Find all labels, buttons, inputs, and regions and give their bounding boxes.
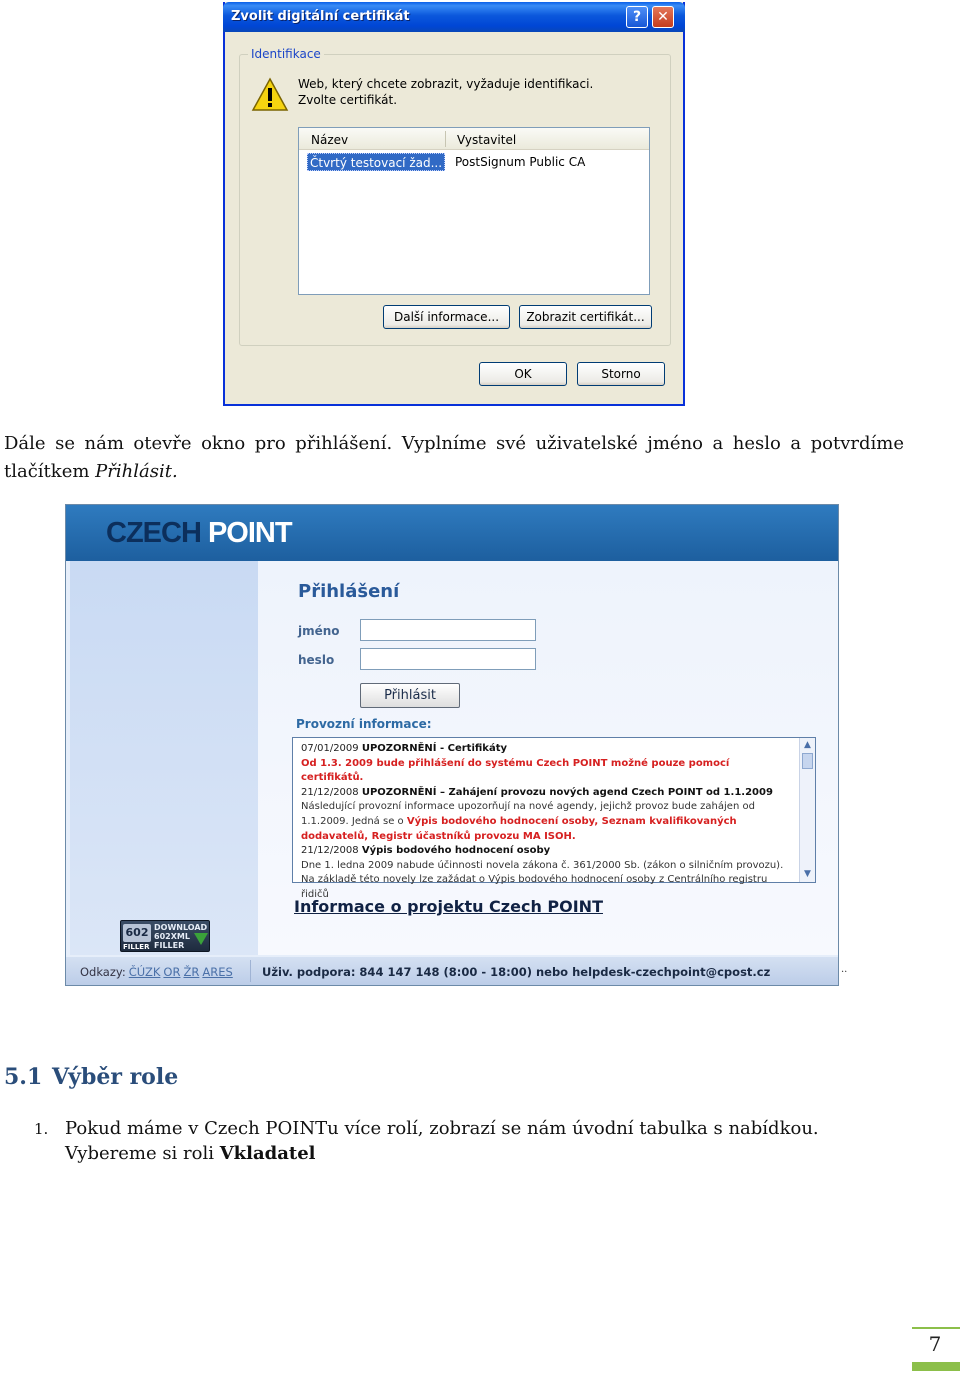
list-item-bold: Vkladatel [219, 1143, 316, 1164]
list-item-body: Pokud máme v Czech POINTu více rolí, zobrazí se nám úvodní tabulka s nabídkou. Vybereme si roli [65, 1118, 819, 1164]
warning-icon [252, 77, 288, 113]
column-issuer[interactable]: Vystavitel [457, 133, 517, 147]
news-item [301, 844, 793, 859]
username-input[interactable] [360, 619, 536, 641]
news-item [301, 786, 793, 801]
close-button[interactable]: ✕ [652, 6, 674, 28]
ok-button[interactable]: OK [479, 362, 567, 386]
section-number: 5.1 [4, 1064, 43, 1090]
news-headline: UPOZORNĚNÍ – Zahájení provozu nových agend Czech POINT od 1.1.2009 [361, 786, 773, 798]
logo-dark-text: CZECH [106, 517, 201, 549]
link-or[interactable]: OR [163, 965, 181, 979]
column-divider [445, 131, 446, 147]
news-date: 21/12/2008 [301, 786, 359, 798]
dialog-message-line2: Zvolte certifikát. [298, 93, 398, 107]
news-headline: UPOZORNĚNÍ - Certifikáty [361, 743, 508, 754]
password-label: heslo [298, 653, 335, 667]
news-scrollbar[interactable] [799, 738, 815, 882]
certificate-list[interactable] [298, 127, 650, 295]
page-number-bar [912, 1362, 960, 1371]
scroll-up-icon[interactable]: ▲ [804, 740, 811, 750]
list-item-number: 1. [34, 1120, 49, 1138]
filler-download-badge[interactable] [120, 920, 210, 952]
link-ares[interactable]: ARES [202, 965, 233, 979]
czechpoint-logo [106, 517, 292, 550]
news-date: 07/01/2009 [301, 743, 359, 754]
group-label: Identifikace [248, 47, 324, 61]
news-content [301, 742, 793, 903]
support-info: Uživ. podpora: 844 147 148 (8:00 - 18:00) nebo helpdesk-czechpoint@cpost.cz [262, 965, 771, 979]
show-certificate-button[interactable]: Zobrazit certifikát... [519, 305, 652, 329]
news-item [301, 742, 793, 757]
project-info-link[interactable]: Informace o projektu Czech POINT [294, 897, 603, 916]
scroll-down-icon[interactable]: ▼ [804, 869, 811, 879]
news-text: Dne 1. ledna 2009 nabude účinnosti novela zákona č. 361/2000 Sb. (zákon o silničním provozu). Na základě této novely lze zažádat o Výpis bodového hodnocení osoby z Centrálního registru řidičů [301, 859, 784, 900]
column-name[interactable]: Název [311, 133, 349, 147]
link-cuzk[interactable]: ČÚZK [128, 965, 161, 979]
footer-links [80, 965, 233, 979]
czechpoint-header [66, 505, 838, 561]
section-title: Výběr role [52, 1064, 179, 1090]
list-item-text [65, 1116, 913, 1166]
czechpoint-sidebar [70, 561, 258, 955]
intro-text: Dále se nám otevře okno pro přihlášení. Vyplníme své uživatelské jméno a heslo a potvrdíme tlačítkem [4, 433, 904, 482]
page-number: 7 [928, 1332, 942, 1356]
filler-logo-label: FILLER [123, 943, 150, 951]
cancel-button[interactable]: Storno [577, 362, 665, 386]
filler-line2: 602XML [154, 932, 190, 941]
page-number-rule [912, 1327, 960, 1329]
news-box[interactable] [292, 737, 816, 900]
news-date: 21/12/2008 [301, 845, 359, 857]
news-highlight: Výpis bodového hodnocení osoby, Seznam kvalifikovaných dodavatelů, Registr účastníků provozu MA ISOH. [301, 815, 737, 842]
download-arrow-icon [194, 933, 208, 945]
dialog-title: Zvolit digitální certifikát [231, 9, 410, 24]
logo-light-text: POINT [200, 517, 292, 549]
intro-emphasis: Přihlásit. [95, 461, 178, 482]
czechpoint-main [258, 561, 838, 955]
news-headline: Výpis bodového hodnocení osoby [361, 845, 551, 857]
dialog-message-line1: Web, který chcete zobrazit, vyžaduje identifikaci. [298, 77, 594, 91]
dialog-titlebar [223, 2, 685, 32]
filler-logo-number: 602 [123, 924, 151, 942]
info-heading: Provozní informace: [296, 717, 432, 731]
czechpoint-footer [66, 957, 838, 985]
filler-line3: FILLER [154, 941, 185, 950]
news-text: Následující provozní informace upozorňují na nové agendy, jejichž provoz bude zahájen od 1.1.2009. Jedná se o [301, 801, 755, 827]
list-header [299, 128, 649, 150]
identification-group [239, 47, 671, 346]
news-body [301, 800, 793, 844]
selected-certificate-issuer[interactable]: PostSignum Public CA [455, 155, 586, 169]
help-button[interactable]: ? [626, 6, 648, 28]
login-title: Přihlášení [298, 581, 400, 602]
footer-divider [250, 960, 251, 982]
password-input[interactable] [360, 648, 536, 670]
selected-certificate-name[interactable]: Čtvrtý testovací žad... [307, 153, 445, 171]
czechpoint-login-screen [65, 504, 839, 986]
links-label: Odkazy: [80, 965, 126, 979]
filler-line1: DOWNLOAD [154, 923, 208, 932]
login-button[interactable]: Přihlásit [360, 683, 460, 708]
news-highlight: Od 1.3. 2009 bude přihlášení do systému Czech POINT možné pouze pomocí certifikátů. [301, 757, 730, 784]
link-zr[interactable]: ŽR [183, 965, 200, 979]
trailing-dots: .. [841, 964, 848, 975]
intro-paragraph [4, 430, 904, 486]
username-label: jméno [298, 624, 340, 638]
more-info-button[interactable]: Další informace... [383, 305, 510, 329]
certificate-dialog [223, 2, 685, 406]
scroll-thumb[interactable] [802, 753, 813, 769]
section-heading [4, 1064, 178, 1090]
